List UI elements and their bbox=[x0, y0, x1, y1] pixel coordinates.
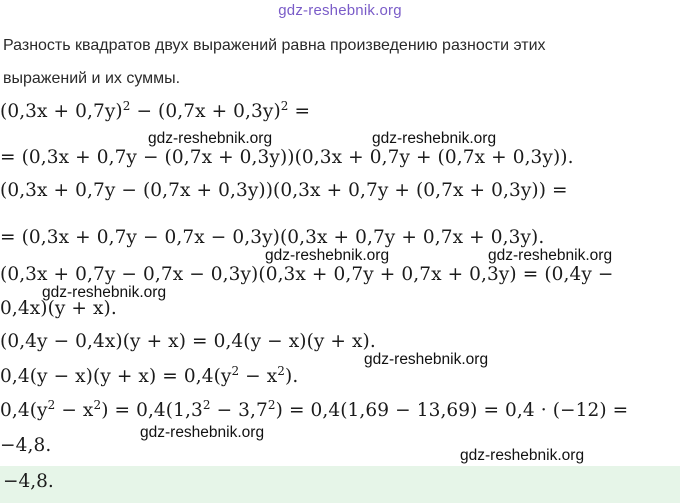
watermark-text: gdz-reshebnik.org bbox=[42, 284, 167, 301]
site-header-watermark[interactable]: gdz-reshebnik.org bbox=[278, 2, 402, 19]
equation-line-4: = (0,3x + 0,7y − 0,7x − 0,3y)(0,3x + 0,7y + 0,7x + 0,3y). bbox=[0, 227, 545, 248]
watermark-text: gdz-reshebnik.org bbox=[488, 247, 613, 264]
equation-line-5: (0,3x + 0,7y − 0,7x − 0,3y)(0,3x + 0,7y + 0,7x + 0,3y) = (0,4y − bbox=[0, 264, 614, 285]
watermark-text: gdz-reshebnik.org bbox=[265, 247, 390, 264]
equation-line-3: (0,3x + 0,7y − (0,7x + 0,3y))(0,3x + 0,7y + (0,7x + 0,3y)) = bbox=[0, 180, 568, 201]
equation-line-9: $0,4(y^2 - x^2) = 0,4(1,3^2 - 3,7^2) = 0,4(1,69 - 13,69) = 0,4 \cdot (-12)$ = bbox=[0, 398, 629, 421]
equation-line-6: 0,4x)(y + x). bbox=[0, 298, 117, 319]
watermark-text: gdz-reshebnik.org bbox=[140, 424, 265, 441]
equation-line-1: $(0,3x + 0,7y)^2 - (0,7x + 0,3y)^2$ = bbox=[0, 99, 311, 122]
answer-box bbox=[0, 466, 680, 503]
watermark-text: gdz-reshebnik.org bbox=[372, 130, 497, 147]
watermark-text: gdz-reshebnik.org bbox=[364, 351, 489, 368]
equation-line-7: (0,4y − 0,4x)(y + x) = 0,4(y − x)(y + x). bbox=[0, 331, 376, 352]
watermark-text: gdz-reshebnik.org bbox=[148, 130, 273, 147]
answer-value: −4,8. bbox=[3, 471, 54, 492]
watermark-text: gdz-reshebnik.org bbox=[460, 447, 585, 464]
equation-line-8: $0,4(y - x)(y + x) = 0,4(y^2 - x^2)$. bbox=[0, 364, 299, 387]
equation-line-10: −4,8. bbox=[0, 435, 52, 456]
equation-line-2: = (0,3x + 0,7y − (0,7x + 0,3y))(0,3x + 0,7y + (0,7x + 0,3y)). bbox=[0, 147, 574, 168]
intro-text-line-1: Разность квадратов двух выражений равна произведению разности этих bbox=[3, 37, 546, 54]
intro-text-line-2: выражений и их суммы. bbox=[3, 70, 181, 87]
